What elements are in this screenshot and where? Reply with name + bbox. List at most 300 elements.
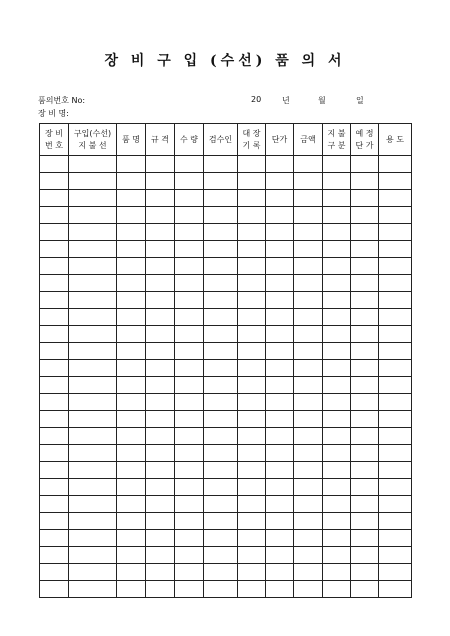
table-cell bbox=[146, 224, 175, 241]
header-estimated-unit-price: 예 정 단 가 bbox=[351, 124, 379, 156]
table-cell bbox=[69, 241, 117, 258]
table-cell bbox=[238, 258, 266, 275]
table-cell bbox=[294, 343, 323, 360]
table-cell bbox=[323, 258, 351, 275]
table-cell bbox=[351, 309, 379, 326]
table-cell bbox=[323, 156, 351, 173]
table-cell bbox=[204, 190, 238, 207]
table-cell bbox=[294, 530, 323, 547]
table-cell bbox=[204, 564, 238, 581]
table-cell bbox=[175, 190, 204, 207]
table-cell bbox=[175, 156, 204, 173]
table-cell bbox=[175, 326, 204, 343]
table-cell bbox=[117, 445, 146, 462]
table-cell bbox=[204, 513, 238, 530]
table-cell bbox=[379, 190, 412, 207]
table-cell bbox=[175, 496, 204, 513]
table-cell bbox=[323, 496, 351, 513]
table-cell bbox=[238, 445, 266, 462]
table-cell bbox=[238, 394, 266, 411]
table-row bbox=[40, 581, 412, 598]
table-cell bbox=[351, 377, 379, 394]
table-cell bbox=[175, 479, 204, 496]
table-cell bbox=[175, 564, 204, 581]
table-cell bbox=[351, 326, 379, 343]
table-cell bbox=[69, 258, 117, 275]
table-cell bbox=[175, 581, 204, 598]
table-cell bbox=[204, 496, 238, 513]
table-cell bbox=[323, 309, 351, 326]
table-cell bbox=[146, 377, 175, 394]
table-cell bbox=[294, 156, 323, 173]
table-cell bbox=[323, 411, 351, 428]
table-cell bbox=[175, 309, 204, 326]
table-cell bbox=[266, 530, 294, 547]
table-cell bbox=[117, 513, 146, 530]
table-cell bbox=[351, 445, 379, 462]
table-cell bbox=[266, 309, 294, 326]
table-cell bbox=[117, 564, 146, 581]
table-cell bbox=[238, 360, 266, 377]
table-cell bbox=[117, 530, 146, 547]
table-cell bbox=[117, 326, 146, 343]
table-cell bbox=[323, 581, 351, 598]
table-cell bbox=[323, 377, 351, 394]
table-cell bbox=[351, 564, 379, 581]
table-cell bbox=[69, 428, 117, 445]
table-row bbox=[40, 360, 412, 377]
table-cell bbox=[266, 445, 294, 462]
table-cell bbox=[40, 360, 69, 377]
table-cell bbox=[294, 173, 323, 190]
table-cell bbox=[175, 445, 204, 462]
table-cell bbox=[294, 564, 323, 581]
table-cell bbox=[117, 343, 146, 360]
table-cell bbox=[117, 428, 146, 445]
table-cell bbox=[146, 343, 175, 360]
table-cell bbox=[294, 581, 323, 598]
table-row bbox=[40, 326, 412, 343]
table-cell bbox=[40, 564, 69, 581]
table-cell bbox=[351, 581, 379, 598]
table-cell bbox=[351, 411, 379, 428]
table-cell bbox=[117, 156, 146, 173]
table-cell bbox=[40, 343, 69, 360]
table-cell bbox=[69, 581, 117, 598]
table-cell bbox=[69, 309, 117, 326]
table-cell bbox=[266, 462, 294, 479]
table-cell bbox=[175, 292, 204, 309]
table-cell bbox=[351, 190, 379, 207]
table-cell bbox=[238, 547, 266, 564]
table-cell bbox=[69, 275, 117, 292]
table-cell bbox=[266, 496, 294, 513]
table-cell bbox=[238, 581, 266, 598]
header-quantity: 수 량 bbox=[175, 124, 204, 156]
table-cell bbox=[351, 462, 379, 479]
table-row bbox=[40, 394, 412, 411]
table-cell bbox=[351, 275, 379, 292]
table-cell bbox=[323, 207, 351, 224]
table-cell bbox=[146, 479, 175, 496]
table-cell bbox=[266, 377, 294, 394]
table-row bbox=[40, 190, 412, 207]
table-cell bbox=[69, 513, 117, 530]
table-cell bbox=[40, 207, 69, 224]
table-cell bbox=[146, 445, 175, 462]
table-cell bbox=[146, 292, 175, 309]
table-row bbox=[40, 564, 412, 581]
table-cell bbox=[204, 207, 238, 224]
table-row bbox=[40, 309, 412, 326]
table-cell bbox=[69, 292, 117, 309]
table-cell bbox=[146, 241, 175, 258]
table-row bbox=[40, 292, 412, 309]
table-cell bbox=[40, 547, 69, 564]
table-cell bbox=[238, 411, 266, 428]
table-cell bbox=[323, 360, 351, 377]
table-cell bbox=[146, 547, 175, 564]
header-unit-price: 단가 bbox=[266, 124, 294, 156]
table-cell bbox=[146, 207, 175, 224]
table-cell bbox=[294, 479, 323, 496]
table-cell bbox=[379, 326, 412, 343]
table-cell bbox=[323, 343, 351, 360]
table-cell bbox=[379, 547, 412, 564]
table-cell bbox=[351, 241, 379, 258]
table-cell bbox=[266, 173, 294, 190]
table-cell bbox=[204, 343, 238, 360]
table-cell bbox=[204, 581, 238, 598]
table-cell bbox=[379, 224, 412, 241]
table-cell bbox=[117, 360, 146, 377]
table-cell bbox=[294, 513, 323, 530]
table-cell bbox=[175, 462, 204, 479]
table-cell bbox=[238, 309, 266, 326]
table-cell bbox=[238, 428, 266, 445]
table-cell bbox=[146, 360, 175, 377]
table-cell bbox=[266, 241, 294, 258]
table-cell bbox=[294, 224, 323, 241]
table-cell bbox=[117, 258, 146, 275]
table-row bbox=[40, 462, 412, 479]
table-cell bbox=[294, 547, 323, 564]
table-row bbox=[40, 547, 412, 564]
table-cell bbox=[69, 479, 117, 496]
table-cell bbox=[117, 547, 146, 564]
table-row bbox=[40, 496, 412, 513]
table-cell bbox=[323, 513, 351, 530]
table-cell bbox=[117, 462, 146, 479]
table-cell bbox=[117, 411, 146, 428]
table-cell bbox=[40, 479, 69, 496]
table-cell bbox=[40, 173, 69, 190]
table-cell bbox=[379, 360, 412, 377]
table-cell bbox=[238, 156, 266, 173]
header-payment-type: 지 불 구 분 bbox=[323, 124, 351, 156]
table-cell bbox=[69, 411, 117, 428]
table-cell bbox=[323, 224, 351, 241]
table-row bbox=[40, 377, 412, 394]
table-cell bbox=[175, 207, 204, 224]
table-cell bbox=[379, 173, 412, 190]
table-cell bbox=[294, 462, 323, 479]
table-cell bbox=[175, 360, 204, 377]
table-cell bbox=[175, 377, 204, 394]
table-cell bbox=[266, 343, 294, 360]
table-cell bbox=[379, 156, 412, 173]
table-cell bbox=[146, 173, 175, 190]
table-cell bbox=[146, 462, 175, 479]
table-row bbox=[40, 156, 412, 173]
table-cell bbox=[40, 224, 69, 241]
table-cell bbox=[69, 224, 117, 241]
page-title: 장 비 구 입 (수선) 품 의 서 bbox=[104, 53, 346, 69]
table-cell bbox=[69, 173, 117, 190]
header-item-name: 품 명 bbox=[117, 124, 146, 156]
table-cell bbox=[266, 479, 294, 496]
table-row bbox=[40, 513, 412, 530]
table-cell bbox=[379, 479, 412, 496]
table-cell bbox=[40, 309, 69, 326]
table-cell bbox=[40, 530, 69, 547]
table-row bbox=[40, 411, 412, 428]
table-cell bbox=[204, 275, 238, 292]
table-row bbox=[40, 275, 412, 292]
table-cell bbox=[204, 377, 238, 394]
table-cell bbox=[323, 479, 351, 496]
table-cell bbox=[40, 445, 69, 462]
table-cell bbox=[117, 292, 146, 309]
table-cell bbox=[69, 462, 117, 479]
table-cell bbox=[266, 326, 294, 343]
table-cell bbox=[146, 530, 175, 547]
table-cell bbox=[69, 547, 117, 564]
table-cell bbox=[238, 343, 266, 360]
table-cell bbox=[379, 513, 412, 530]
table-row bbox=[40, 343, 412, 360]
table-cell bbox=[175, 411, 204, 428]
table-cell bbox=[238, 207, 266, 224]
table-cell bbox=[175, 428, 204, 445]
table-cell bbox=[294, 360, 323, 377]
table-cell bbox=[294, 326, 323, 343]
table-cell bbox=[379, 496, 412, 513]
table-cell bbox=[351, 173, 379, 190]
table-cell bbox=[238, 479, 266, 496]
table-cell bbox=[204, 462, 238, 479]
table-cell bbox=[40, 241, 69, 258]
table-cell bbox=[266, 275, 294, 292]
table-cell bbox=[146, 309, 175, 326]
header-ledger-record: 대 장 기 록 bbox=[238, 124, 266, 156]
table-cell bbox=[379, 530, 412, 547]
table-cell bbox=[323, 275, 351, 292]
table-cell bbox=[40, 275, 69, 292]
table-cell bbox=[117, 479, 146, 496]
doc-number-label: 품의번호 No: bbox=[38, 96, 86, 105]
table-row bbox=[40, 224, 412, 241]
table-cell bbox=[379, 377, 412, 394]
table-cell bbox=[379, 258, 412, 275]
table-cell bbox=[351, 343, 379, 360]
table-cell bbox=[379, 309, 412, 326]
table-cell bbox=[204, 411, 238, 428]
table-cell bbox=[351, 258, 379, 275]
table-cell bbox=[266, 292, 294, 309]
table-cell bbox=[379, 292, 412, 309]
table-cell bbox=[379, 207, 412, 224]
table-cell bbox=[323, 530, 351, 547]
table-cell bbox=[238, 496, 266, 513]
table-cell bbox=[379, 343, 412, 360]
table-cell bbox=[146, 564, 175, 581]
table-cell bbox=[117, 581, 146, 598]
table-cell bbox=[204, 479, 238, 496]
table-cell bbox=[175, 224, 204, 241]
date-day-unit: 일 bbox=[356, 96, 364, 105]
table-row bbox=[40, 173, 412, 190]
table-cell bbox=[323, 190, 351, 207]
table-cell bbox=[266, 513, 294, 530]
equipment-name-label: 장 비 명: bbox=[38, 109, 69, 118]
table-cell bbox=[146, 275, 175, 292]
table-cell bbox=[238, 292, 266, 309]
table-cell bbox=[40, 394, 69, 411]
table-cell bbox=[379, 564, 412, 581]
table-cell bbox=[69, 190, 117, 207]
table-cell bbox=[117, 275, 146, 292]
table-row bbox=[40, 445, 412, 462]
table-cell bbox=[146, 428, 175, 445]
table-cell bbox=[351, 428, 379, 445]
table-cell bbox=[379, 241, 412, 258]
table-cell bbox=[294, 428, 323, 445]
table-cell bbox=[204, 241, 238, 258]
table-cell bbox=[323, 326, 351, 343]
table-cell bbox=[238, 190, 266, 207]
table-cell bbox=[238, 530, 266, 547]
header-equipment-number: 장 비 번 호 bbox=[40, 124, 69, 156]
table-cell bbox=[175, 530, 204, 547]
table-row bbox=[40, 207, 412, 224]
table-cell bbox=[266, 547, 294, 564]
table-cell bbox=[238, 326, 266, 343]
table-cell bbox=[266, 411, 294, 428]
table-row bbox=[40, 258, 412, 275]
table-cell bbox=[146, 156, 175, 173]
date-year-unit: 년 bbox=[282, 96, 290, 105]
table-cell bbox=[40, 513, 69, 530]
table-cell bbox=[117, 173, 146, 190]
table-cell bbox=[175, 258, 204, 275]
table-cell bbox=[238, 224, 266, 241]
table-cell bbox=[40, 377, 69, 394]
table-cell bbox=[117, 224, 146, 241]
table-row bbox=[40, 428, 412, 445]
table-cell bbox=[351, 479, 379, 496]
table-cell bbox=[146, 190, 175, 207]
table-cell bbox=[294, 207, 323, 224]
table-cell bbox=[204, 394, 238, 411]
table-cell bbox=[294, 241, 323, 258]
table-cell bbox=[146, 258, 175, 275]
date-month-unit: 월 bbox=[318, 96, 326, 105]
table-cell bbox=[40, 258, 69, 275]
table-cell bbox=[117, 241, 146, 258]
table-cell bbox=[266, 224, 294, 241]
table-cell bbox=[204, 258, 238, 275]
table-cell bbox=[175, 275, 204, 292]
table-cell bbox=[266, 564, 294, 581]
table-cell bbox=[40, 292, 69, 309]
table-cell bbox=[323, 445, 351, 462]
table-cell bbox=[175, 547, 204, 564]
table-cell bbox=[69, 360, 117, 377]
table-cell bbox=[323, 394, 351, 411]
table-cell bbox=[266, 190, 294, 207]
table-cell bbox=[294, 394, 323, 411]
table-cell bbox=[294, 292, 323, 309]
table-cell bbox=[40, 462, 69, 479]
table-cell bbox=[379, 462, 412, 479]
table-cell bbox=[323, 292, 351, 309]
table-cell bbox=[323, 428, 351, 445]
table-cell bbox=[146, 496, 175, 513]
table-cell bbox=[204, 173, 238, 190]
table-cell bbox=[351, 292, 379, 309]
table-cell bbox=[69, 530, 117, 547]
table-cell bbox=[323, 173, 351, 190]
table-cell bbox=[40, 581, 69, 598]
table-cell bbox=[379, 428, 412, 445]
table-cell bbox=[351, 360, 379, 377]
table-cell bbox=[294, 275, 323, 292]
table-cell bbox=[351, 513, 379, 530]
table-cell bbox=[294, 445, 323, 462]
table-cell bbox=[146, 581, 175, 598]
table-cell bbox=[69, 564, 117, 581]
table-cell bbox=[40, 190, 69, 207]
table-cell bbox=[351, 530, 379, 547]
table-cell bbox=[323, 547, 351, 564]
table-cell bbox=[351, 394, 379, 411]
table-cell bbox=[117, 394, 146, 411]
table-cell bbox=[175, 394, 204, 411]
table-cell bbox=[175, 513, 204, 530]
table-cell bbox=[266, 428, 294, 445]
table-cell bbox=[238, 275, 266, 292]
table-cell bbox=[266, 581, 294, 598]
table-cell bbox=[117, 377, 146, 394]
table-cell bbox=[266, 156, 294, 173]
table-cell bbox=[323, 462, 351, 479]
table-cell bbox=[266, 394, 294, 411]
table-row bbox=[40, 530, 412, 547]
table-cell bbox=[204, 530, 238, 547]
table-cell bbox=[323, 241, 351, 258]
table-cell bbox=[238, 564, 266, 581]
table-cell bbox=[40, 496, 69, 513]
table-cell bbox=[204, 445, 238, 462]
table-cell bbox=[238, 513, 266, 530]
header-payee: 구입(수선) 지 불 선 bbox=[69, 124, 117, 156]
table-cell bbox=[69, 326, 117, 343]
table-cell bbox=[117, 190, 146, 207]
table-cell bbox=[69, 207, 117, 224]
table-cell bbox=[379, 394, 412, 411]
header-specification: 규 격 bbox=[146, 124, 175, 156]
